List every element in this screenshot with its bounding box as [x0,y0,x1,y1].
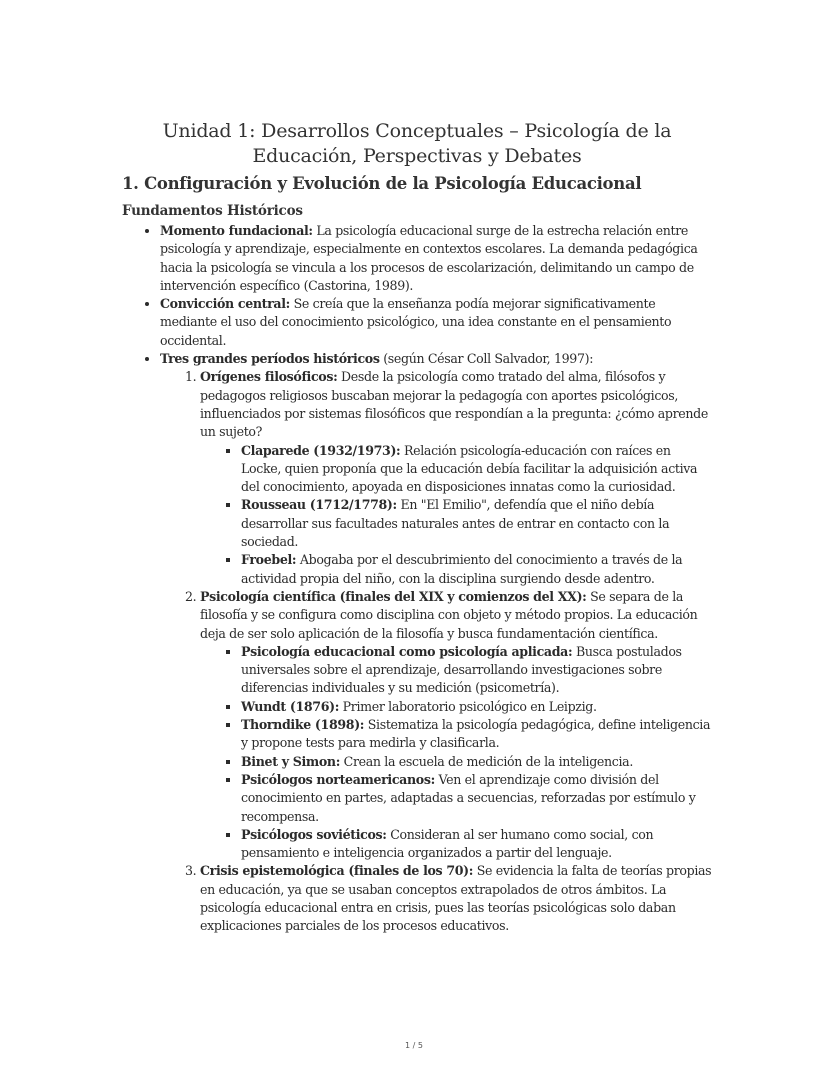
document-body [122,222,712,936]
item-label: Thorndike (1898): [241,717,365,733]
item-label: Wundt (1876): [241,698,340,714]
section-title: 1. Configuración y Evolución de la Psicología Educacional [122,174,642,193]
item-label: Psicólogos soviéticos: [241,826,387,842]
item-text: Primer laboratorio psicológico en Leipzig. [339,698,597,714]
item-label: Psicología educacional como psicología aplicada: [241,643,573,659]
subsection-title: Fundamentos Históricos [122,203,303,219]
period-text: Desde la psicología como tratado del alma, filósofos y pedagogos religiosos buscaban mejorar la pedagogía con aportes psicológicos, influenciados por sistemas filosóficos que respondían a la pregunta: ¿cómo aprende un sujeto? [200,369,708,440]
list-item [241,771,712,826]
period-text: Se separa de la filosofía y se configura como disciplina con objeto y método propios. La educación deja de ser solo aplicación de la filosofía y busca fundamentación científica. [200,588,698,641]
period-text: Se evidencia la falta de teorías propias en educación, ya que se usaban conceptos extrapolados de otros ámbitos. La psicología educacional entra en crisis, pues las teorías psicológicas solo daban explicaciones parciales de los procesos educativos. [200,863,712,934]
period-label: Orígenes filosóficos: [200,369,338,385]
document-page [122,119,712,936]
periods-list [160,368,712,935]
list-item [241,826,712,863]
item-text: En "El Emilio", defendía que el niño debía desarrollar sus facultades naturales antes de entrar en contacto con la sociedad. [241,497,670,550]
document-title: Unidad 1: Desarrollos Conceptuales – Psicología de la Educación, Perspectivas y Debates [162,120,672,167]
period-origenes-filosoficos [200,368,712,588]
list-item [241,442,712,497]
item-text: Abogaba por el descubrimiento del conocimiento a través de la actividad propia del niño, con la disciplina surgiendo desde adentro. [241,552,683,586]
bullet-label: Convicción central: [160,296,290,312]
page-indicator: 1 / 5 [405,1041,423,1050]
bullet-text: (según César Coll Salvador, 1997): [379,351,594,367]
list-item [241,698,712,716]
bullet-label: Tres grandes períodos históricos [160,351,380,367]
list-item [241,716,712,753]
period-psicologia-cientifica [200,588,712,862]
list-item [241,496,712,551]
item-label: Binet y Simon: [241,753,341,769]
period-2-sublist [200,643,712,863]
list-item-momento-fundacional [160,222,712,295]
list-item [241,551,712,588]
item-label: Psicólogos norteamericanos: [241,771,435,787]
list-item-conviccion-central [160,295,712,350]
item-text: Sistematiza la psicología pedagógica, define inteligencia y propone tests para medirla y clasificarla. [241,717,711,751]
period-label: Psicología científica (finales del XIX y comienzos del XX): [200,588,587,604]
bullet-text: Se creía que la enseñanza podía mejorar significativamente mediante el uso del conocimiento psicológico, una idea constante en el pensamiento occidental. [160,296,672,348]
list-item [241,643,712,698]
period-label: Crisis epistemológica (finales de los 70): [200,863,474,879]
list-item-periodos-historicos [160,350,712,936]
item-label: Rousseau (1712/1778): [241,497,397,513]
item-text: Relación psicología-educación con raíces en Locke, quien proponía que la educación debía facilitar la adquisición activa del conocimiento, apoyada en disposiciones innatas como la curiosidad. [241,442,698,495]
item-text: Consideran al ser humano como social, con pensamiento e inteligencia organizados a partir del lenguaje. [241,826,654,861]
item-text: Crean la escuela de medición de la inteligencia. [340,753,633,769]
item-text: Ven el aprendizaje como división del conocimiento en partes, adaptadas a secuencias, reforzadas por estímulo y recompensa. [241,771,696,824]
list-item [241,753,712,771]
period-1-sublist [200,442,712,588]
bullet-label: Momento fundacional: [160,223,313,238]
item-text: Busca postulados universales sobre el aprendizaje, desarrollando investigaciones sobre diferencias individuales y su medición (psicometría). [241,643,682,696]
period-crisis-epistemologica [200,862,712,935]
bullet-text: La psicología educacional surge de la estrecha relación entre psicología y aprendizaje, especialmente en contextos escolares. La demanda pedagógica hacia la psicología se vincula a los procesos de escolarización, delimitando un campo de intervención específico (Castorina, 1989). [160,223,698,293]
item-label: Froebel: [241,552,297,568]
item-label: Claparede (1932/1973): [241,442,401,458]
main-bullet-list [122,222,712,936]
